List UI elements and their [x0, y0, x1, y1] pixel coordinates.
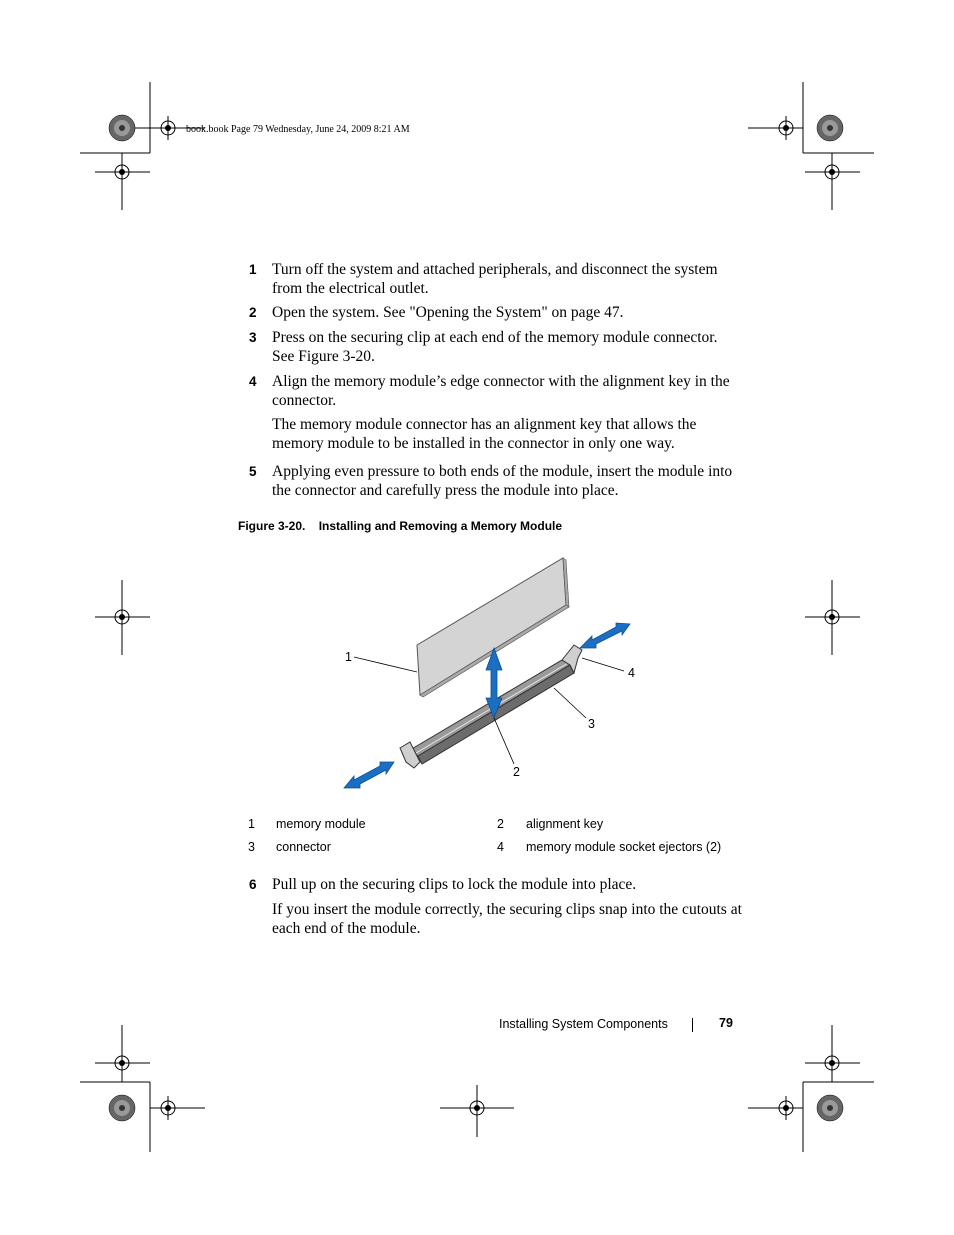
- step-text: Press on the securing clip at each end of the memory module connector. See Figure 3-20.: [272, 329, 718, 365]
- step-note: If you insert the module correctly, the securing clips snap into the cutouts at each end of the module.: [272, 901, 742, 937]
- step-text: Open the system. See "Opening the System" on page 47.: [272, 304, 624, 321]
- step-number: 6: [249, 877, 257, 892]
- legend-label: connector: [276, 840, 331, 854]
- legend-number: 2: [497, 817, 504, 831]
- legend-number: 1: [248, 817, 255, 831]
- step-text: Align the memory module’s edge connector with the alignment key in the connector.: [272, 373, 730, 409]
- step-number: 4: [249, 374, 257, 389]
- legend-label: memory module: [276, 817, 366, 831]
- step-number: 5: [249, 464, 257, 479]
- running-head: book.book Page 79 Wednesday, June 24, 2009 8:21 AM: [186, 124, 410, 135]
- ejector-arrow-right: [580, 623, 630, 648]
- callout-2: 2: [513, 765, 520, 779]
- step-number: 1: [249, 262, 257, 277]
- step-note: The memory module connector has an alignment key that allows the memory module to be installed in the connector in only one way.: [272, 416, 697, 452]
- ejector-arrow-left: [344, 762, 394, 788]
- legend-number: 4: [497, 840, 504, 854]
- footer-section-title: Installing System Components: [499, 1017, 668, 1031]
- step-text: Applying even pressure to both ends of the module, insert the module into the connector and carefully press the module into place.: [272, 463, 733, 499]
- figure-caption: Figure 3-20. Installing and Removing a Memory Module: [238, 519, 563, 533]
- step-text: Pull up on the securing clips to lock the module into place.: [272, 876, 637, 893]
- legend-number: 3: [248, 840, 255, 854]
- step-number: 2: [249, 305, 257, 320]
- step-text: Turn off the system and attached peripherals, and disconnect the system from the electrical outlet.: [272, 261, 718, 297]
- memory-module-illustration: [330, 550, 660, 800]
- footer-divider: [692, 1018, 693, 1032]
- page-number: 79: [719, 1016, 733, 1030]
- callout-1: 1: [345, 650, 352, 664]
- step-number: 3: [249, 330, 257, 345]
- legend-label: alignment key: [526, 817, 604, 831]
- callout-4: 4: [628, 666, 635, 680]
- legend-label: memory module socket ejectors (2): [526, 840, 722, 854]
- callout-3: 3: [588, 717, 595, 731]
